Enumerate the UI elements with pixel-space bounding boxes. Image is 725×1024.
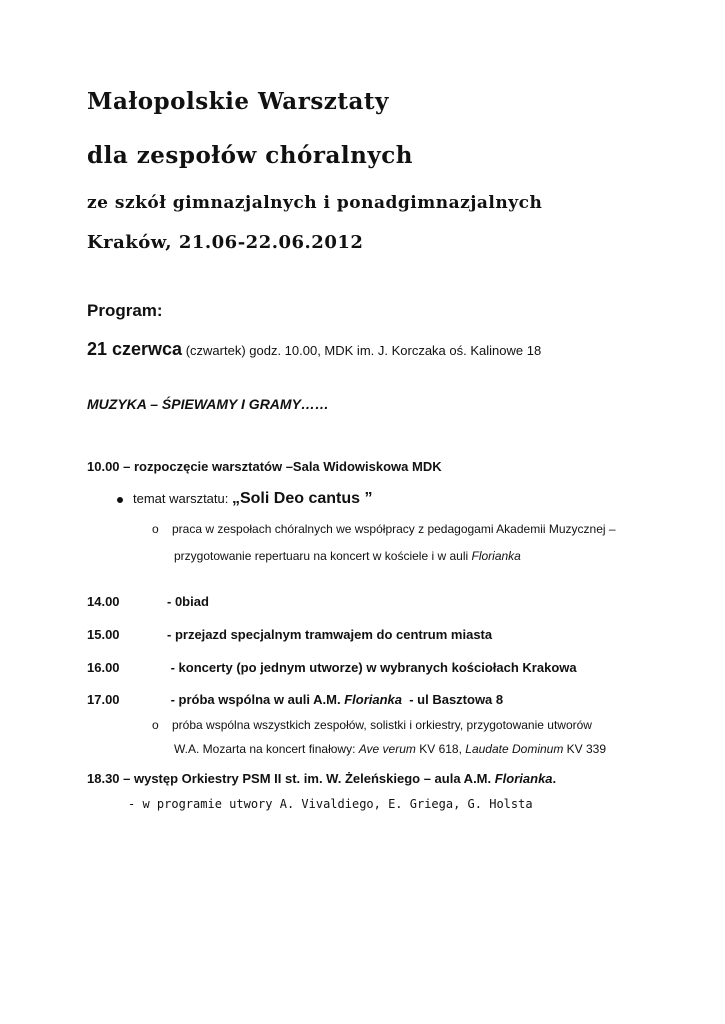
venue-italic: Florianka xyxy=(494,771,553,786)
schedule-item-16 xyxy=(87,660,577,675)
schedule-item-1830 xyxy=(87,771,556,786)
title-line-2: dla zespołów chóralnych xyxy=(87,142,413,169)
sub-item-choir-work xyxy=(152,522,616,536)
work-title-italic: Ave verum xyxy=(358,742,416,756)
schedule-time: 16.00 xyxy=(87,660,120,675)
schedule-item-17 xyxy=(87,692,503,707)
schedule-text: - koncerty (po jednym utworze) w wybranych kościołach Krakowa xyxy=(167,660,577,675)
schedule-text-tail: - ul Basztowa 8 xyxy=(402,692,504,707)
schedule-item-15 xyxy=(87,627,492,642)
schedule-item-10: 10.00 – rozpoczęcie warsztatów –Sala Widowiskowa MDK xyxy=(87,459,442,474)
catalog-number: KV 618, xyxy=(415,742,466,756)
circle-bullet-icon: o xyxy=(152,718,159,732)
schedule-text: 18.30 – występ Orkiestry PSM II st. im. W. Żeleńskiego – aula A.M. xyxy=(87,771,495,786)
day-header xyxy=(87,339,541,360)
catalog-number: KV 339 xyxy=(563,742,607,756)
day-details: (czwartek) godz. 10.00, MDK im. J. Korczaka oś. Kalinowe 18 xyxy=(185,343,542,358)
schedule-text: - próba wspólna w auli A.M. xyxy=(167,692,345,707)
bullet-item-topic xyxy=(117,490,372,508)
title-place-date: Kraków, 21.06-22.06.2012 xyxy=(87,232,364,253)
circle-bullet-icon: o xyxy=(152,522,159,536)
bullet-icon xyxy=(117,497,123,503)
title-line-1: Małopolskie Warsztaty xyxy=(87,88,389,115)
day-date: 21 czerwca xyxy=(87,339,183,359)
schedule-text: - przejazd specjalnym tramwajem do centrum miasta xyxy=(167,627,493,642)
sub-item-choir-work-cont xyxy=(174,549,521,563)
schedule-time: 14.00 xyxy=(87,594,120,609)
schedule-item-14 xyxy=(87,594,209,609)
topic-prefix: temat warsztatu: xyxy=(133,491,232,506)
venue-italic: Florianka xyxy=(344,692,402,707)
work-title-italic: Laudate Dominum xyxy=(465,742,564,756)
schedule-time: 15.00 xyxy=(87,627,120,642)
sub-item-text-cont: W.A. Mozarta na koncert finałowy: xyxy=(174,742,359,756)
workshop-theme: MUZYKA – ŚPIEWAMY I GRAMY…… xyxy=(87,396,329,412)
sub-item-text-cont: przygotowanie repertuaru na koncert w kościele i w auli xyxy=(174,549,472,563)
program-label: Program: xyxy=(87,301,163,320)
sub-item-rehearsal-cont xyxy=(174,742,606,756)
schedule-text: - 0biad xyxy=(167,594,209,609)
sub-item-rehearsal xyxy=(152,718,642,732)
topic-title: „Soli Deo cantus ” xyxy=(231,490,373,507)
schedule-time: 17.00 xyxy=(87,692,120,707)
title-line-3: ze szkół gimnazjalnych i ponadgimnazjalnych xyxy=(87,193,543,213)
venue-italic: Florianka xyxy=(471,549,521,563)
schedule-text-tail: . xyxy=(552,771,557,786)
schedule-item-1830-program: - w programie utwory A. Vivaldiego, E. Griega, G. Holsta xyxy=(128,797,533,811)
sub-item-text: próba wspólna wszystkich zespołów, solistki i orkiestry, przygotowanie utworów xyxy=(172,718,592,732)
sub-item-text: praca w zespołach chóralnych we współpracy z pedagogami Akademii Muzycznej – xyxy=(172,522,616,536)
